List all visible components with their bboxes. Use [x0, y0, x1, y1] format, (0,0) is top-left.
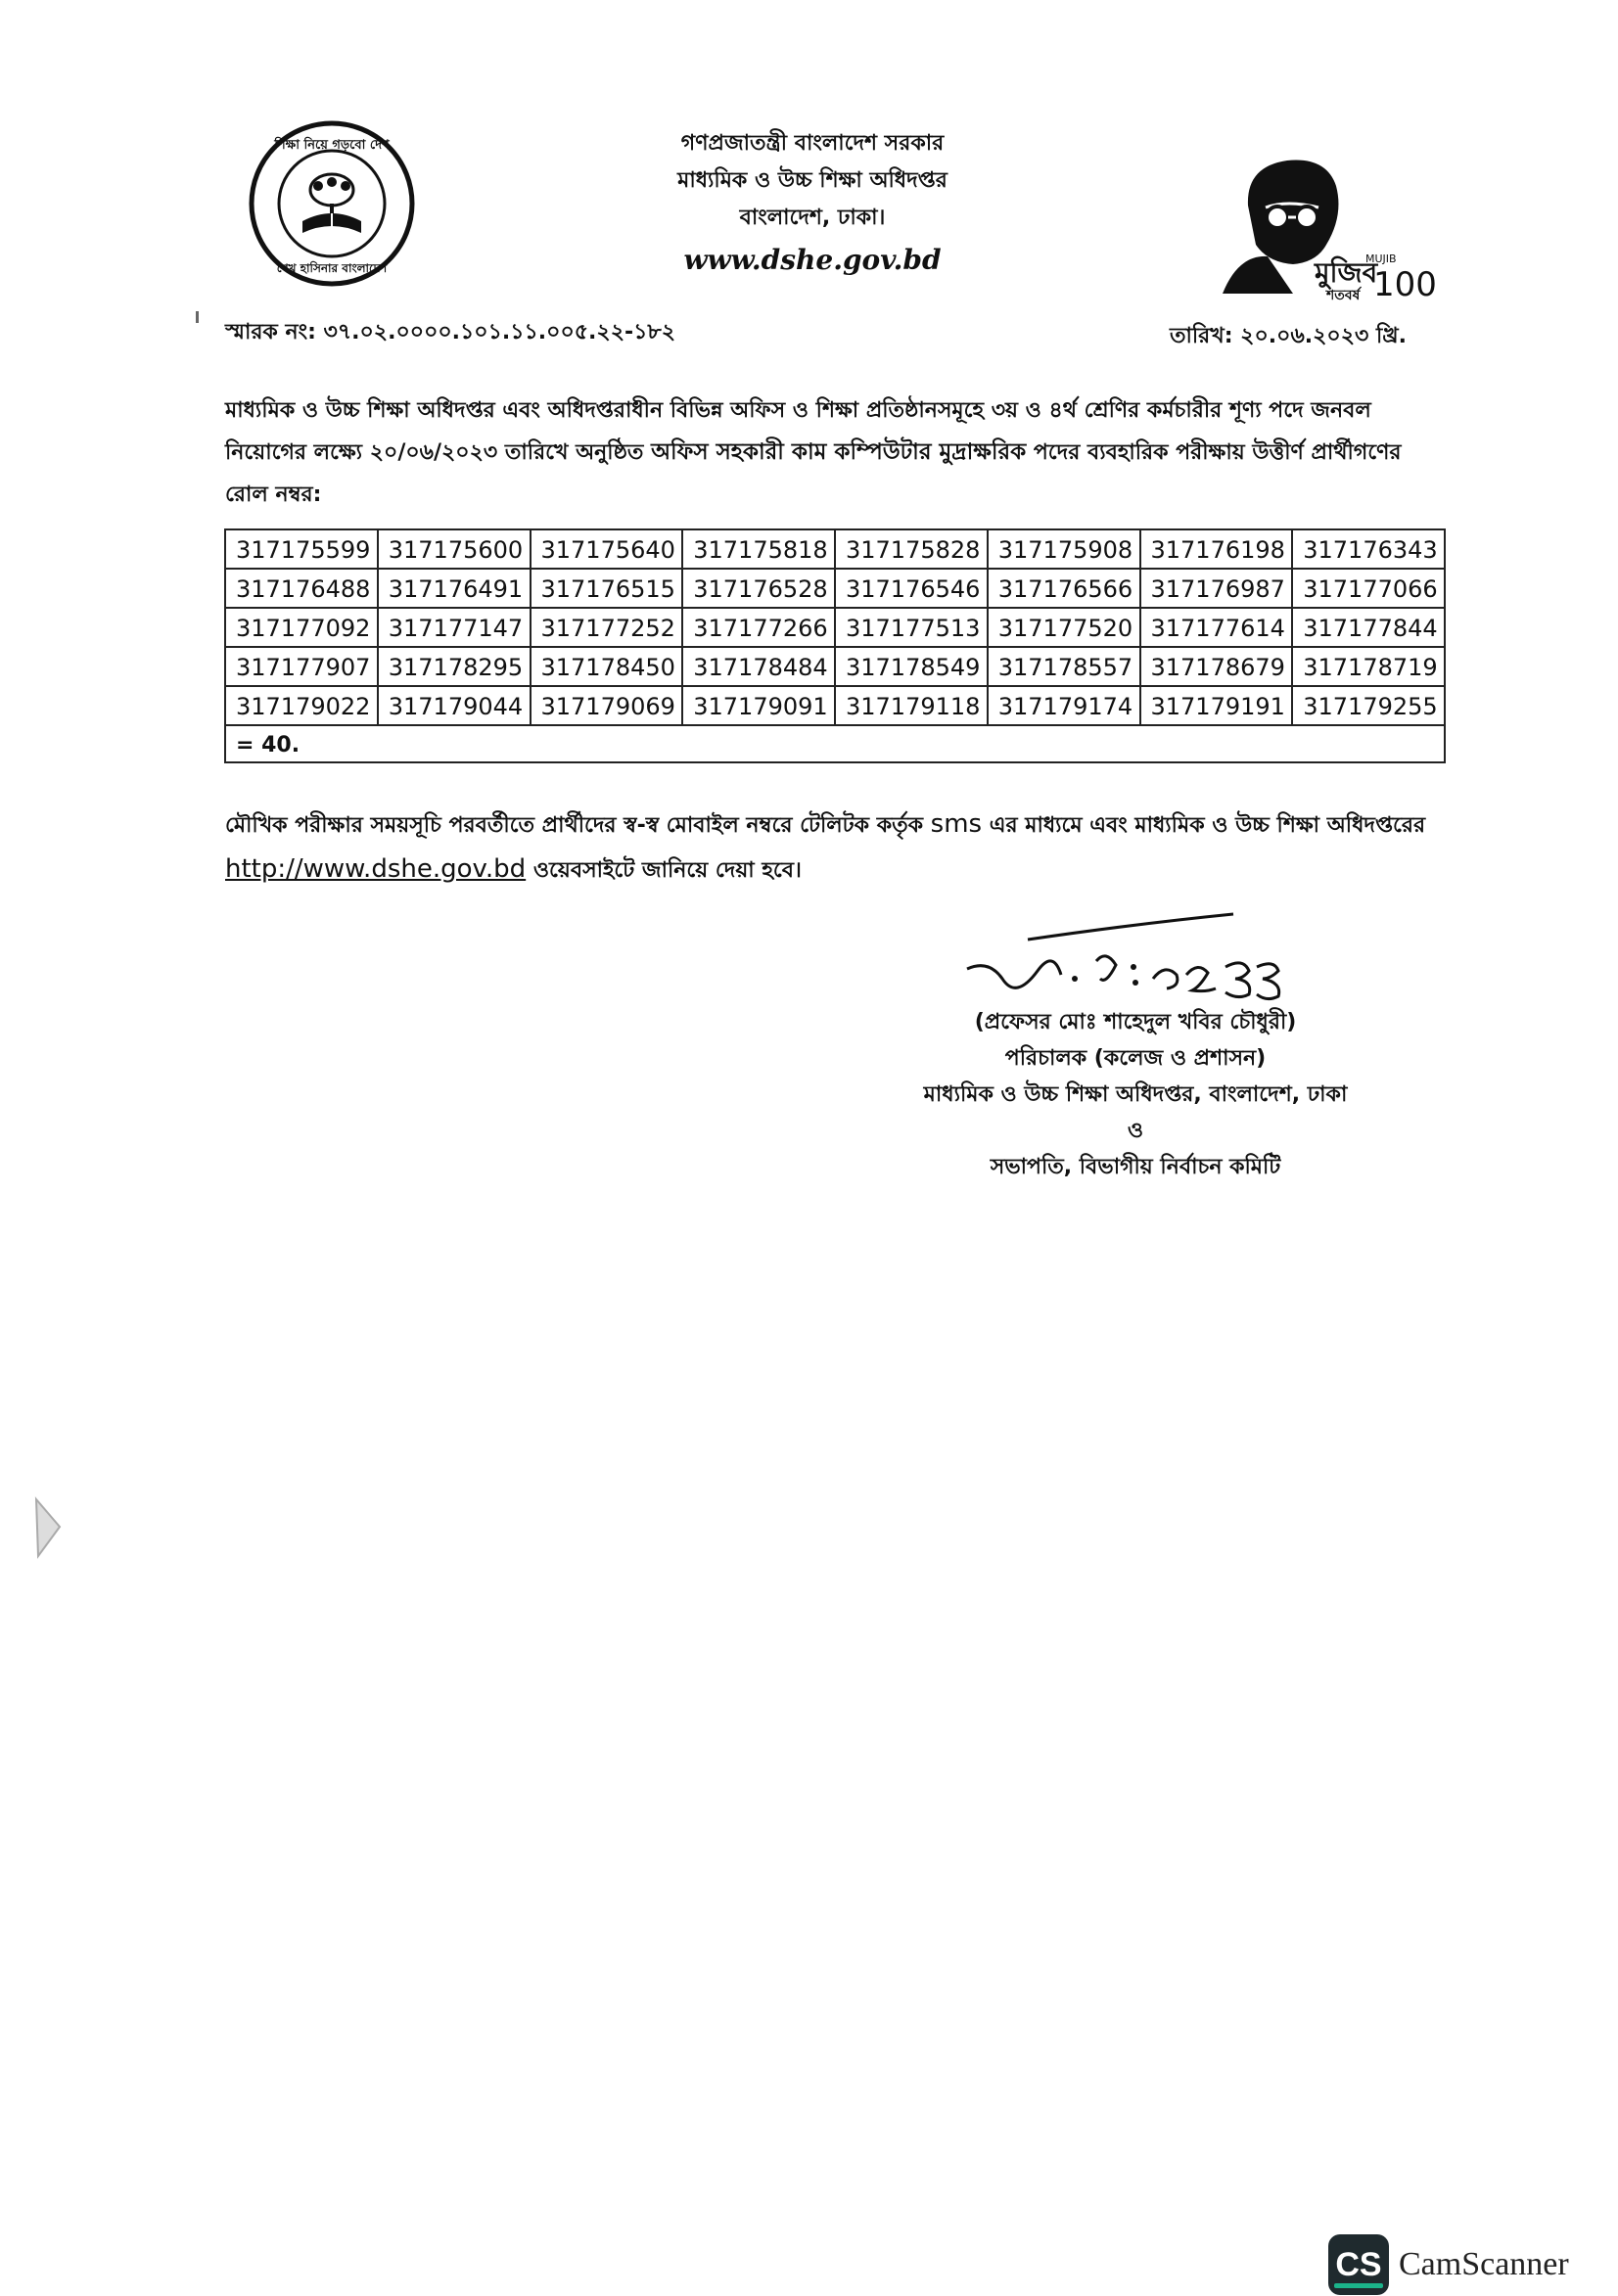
mujib-sub-text: শতবর্ষ — [1326, 288, 1361, 303]
notice-sms: sms — [930, 809, 983, 839]
notice-text-1: মৌখিক পরীক্ষার সময়সূচি পরবর্তীতে প্রার্থীদের স্ব-স্ব মোবাইল নম্বরে টেলিটক কর্তৃক — [225, 813, 931, 838]
camscanner-logo-icon: CS — [1328, 2234, 1389, 2295]
roll-number-cell: 317177513 — [835, 608, 988, 647]
notice-text-2: এর মাধ্যমে এবং মাধ্যমিক ও উচ্চ শিক্ষা অধিদপ্তরের — [982, 813, 1426, 838]
roll-number-cell: 317179022 — [225, 686, 378, 725]
roll-number-cell: 317176987 — [1140, 569, 1293, 608]
signatory-additional-role: সভাপতি, বিভাগীয় নির্বাচন কমিটি — [990, 1155, 1281, 1179]
roll-number-cell: 317177614 — [1140, 608, 1293, 647]
camscanner-watermark — [1328, 2233, 1569, 2296]
roll-number-cell: 317179044 — [378, 686, 531, 725]
roll-number-cell: 317178450 — [531, 647, 683, 686]
roll-number-cell: 317176515 — [531, 569, 683, 608]
camscanner-brand-text: CamScanner — [1399, 2246, 1569, 2282]
intro-text-end: পদের ব্যবহারিক পরীক্ষায় উত্তীর্ণ প্রার্থীগণের রোল নম্বর: — [225, 440, 1402, 507]
memo-date: তারিখ: ২০.০৬.২০২৩ খ্রি. — [1170, 324, 1408, 348]
roll-number-cell: 317179069 — [531, 686, 683, 725]
office-location: বাংলাদেশ, ঢাকা। — [739, 206, 886, 230]
roll-number-cell: 317176528 — [682, 569, 835, 608]
roll-number-cell: 317176566 — [988, 569, 1140, 608]
roll-row — [225, 647, 1445, 686]
roll-number-cell: 317175640 — [531, 529, 683, 569]
roll-number-cell: 317175599 — [225, 529, 378, 569]
dshe-website-link[interactable]: http://www.dshe.gov.bd — [225, 854, 527, 884]
signatory-designation: পরিচালক (কলেজ ও প্রশাসন) — [1004, 1046, 1267, 1071]
post-name: অফিস সহকারী কাম কম্পিউটার মুদ্রাক্ষরিক — [651, 439, 1027, 465]
intro-text-start: মাধ্যমিক ও উচ্চ শিক্ষা অধিদপ্তর এবং অধিদপ্তরাধীন বিভিন্ন অফিস ও শিক্ষা প্রতিষ্ঠানসমূহে ৩য় ও ৪র্থ শ্রেণির কর্মচারীর শূণ্য পদে জনবল নিয়োগের লক্ষ্যে ২০/০৬/২০২৩ তারিখে অনুষ্ঠিত — [225, 398, 1371, 465]
roll-number-cell: 317177844 — [1292, 608, 1445, 647]
roll-total-count: = 40. — [225, 725, 1445, 762]
memo-number: স্মারক নং: ৩৭.০২.০০০০.১০১.১১.০০৫.২২-১৮২ — [225, 320, 675, 344]
roll-number-cell: 317178295 — [378, 647, 531, 686]
government-emblem-logo — [248, 119, 416, 288]
mujib-100-logo — [1209, 147, 1437, 305]
roll-number-cell: 317177252 — [531, 608, 683, 647]
roll-number-cell: 317176491 — [378, 569, 531, 608]
roll-number-cell: 317179191 — [1140, 686, 1293, 725]
roll-row — [225, 686, 1445, 725]
mujib-english-text: MUJIB — [1365, 253, 1397, 265]
government-name: গণপ্রজাতন্ত্রী বাংলাদেশ সরকার — [680, 131, 945, 156]
roll-number-table — [224, 528, 1446, 763]
roll-total-row — [225, 725, 1445, 762]
roll-number-cell: 317177907 — [225, 647, 378, 686]
handwritten-signature — [959, 910, 1312, 1008]
department-name: মাধ্যমিক ও উচ্চ শিক্ষা অধিদপ্তর — [677, 168, 948, 193]
roll-table-body — [225, 529, 1445, 762]
intro-paragraph — [225, 390, 1439, 516]
roll-row — [225, 569, 1445, 608]
roll-number-cell: 317175908 — [988, 529, 1140, 569]
notice-text-3: ওয়েবসাইটে জানিয়ে দেয়া হবে। — [526, 858, 802, 883]
roll-number-cell: 317176198 — [1140, 529, 1293, 569]
roll-number-cell: 317176546 — [835, 569, 988, 608]
svg-text:শিক্ষা নিয়ে গড়বো দেশ: শিক্ষা নিয়ে গড়বো দেশ — [274, 138, 390, 153]
roll-number-cell: 317175600 — [378, 529, 531, 569]
roll-number-cell: 317178484 — [682, 647, 835, 686]
roll-number-cell: 317176343 — [1292, 529, 1445, 569]
roll-number-cell: 317176488 — [225, 569, 378, 608]
scan-speck — [196, 311, 199, 323]
roll-row — [225, 608, 1445, 647]
roll-number-cell: 317179174 — [988, 686, 1140, 725]
roll-number-cell: 317178719 — [1292, 647, 1445, 686]
roll-number-cell: 317179118 — [835, 686, 988, 725]
roll-number-cell: 317177066 — [1292, 569, 1445, 608]
signatory-conjunction: ও — [1127, 1119, 1144, 1143]
roll-number-cell: 317179091 — [682, 686, 835, 725]
roll-number-cell: 317178679 — [1140, 647, 1293, 686]
signatory-block — [822, 1004, 1449, 1185]
roll-number-cell: 317178549 — [835, 647, 988, 686]
svg-text:শেখ হাসিনার বাংলাদেশ: শেখ হাসিনার বাংলাদেশ — [276, 261, 388, 275]
viva-notice-paragraph — [225, 803, 1458, 893]
roll-number-cell: 317179255 — [1292, 686, 1445, 725]
signatory-office: মাধ্যমিক ও উচ্চ শিক্ষা অধিদপ্তর, বাংলাদেশ, ঢাকা — [923, 1082, 1348, 1107]
roll-number-cell: 317177147 — [378, 608, 531, 647]
roll-number-cell: 317177520 — [988, 608, 1140, 647]
page-edge-mark — [34, 1497, 64, 1558]
header-website: www.dshe.gov.bd — [683, 244, 942, 276]
roll-number-cell: 317175828 — [835, 529, 988, 569]
office-header — [587, 125, 1038, 282]
roll-number-cell: 317175818 — [682, 529, 835, 569]
roll-number-cell: 317177266 — [682, 608, 835, 647]
roll-row — [225, 529, 1445, 569]
mujib-100-number: 100 — [1373, 265, 1437, 304]
signatory-name: (প্রফেসর মোঃ শাহেদুল খবির চৌধুরী) — [974, 1010, 1297, 1034]
roll-number-cell: 317177092 — [225, 608, 378, 647]
roll-number-cell: 317178557 — [988, 647, 1140, 686]
mujib-bengali-text: মুজিব — [1315, 256, 1378, 289]
